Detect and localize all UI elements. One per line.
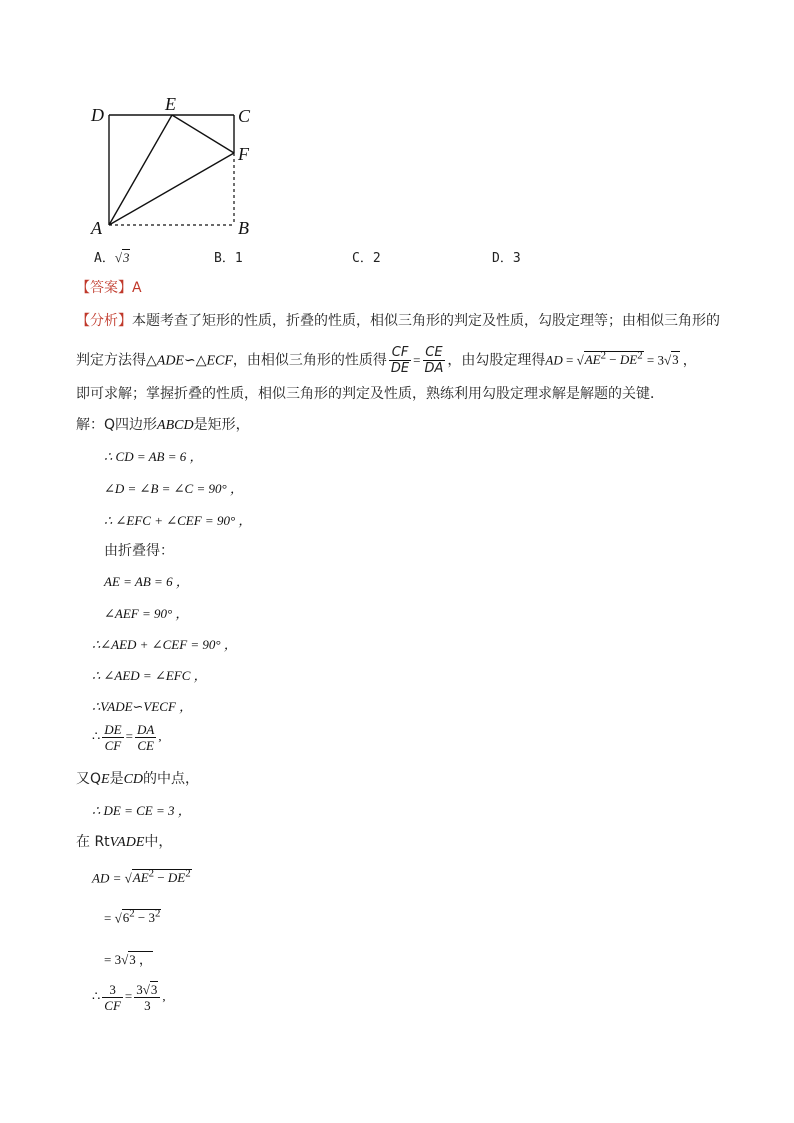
label-F: F: [238, 144, 249, 164]
ad-lhs: AD =: [92, 870, 122, 886]
step-similar: ∴VADE∽VECF ，: [92, 699, 193, 714]
analysis-text-2c: ，由相似三角形的性质得: [232, 352, 387, 369]
step-ad-formula: AD = $√AE^2 - DE^2$: [92, 868, 191, 886]
option-a-value: 3: [122, 250, 130, 265]
ratio-cf-de: $\frac{CF}{DE}$: [390, 344, 410, 376]
step-ae-ab: AE = AB = 6 ，: [104, 574, 189, 589]
option-d-value: 3: [512, 251, 521, 266]
similar-statement: △ADE∽△ECF: [146, 353, 233, 369]
option-c-value: 2: [372, 251, 381, 266]
analysis-line-2: 判定方法得△ADE∽△ECF，由相似三角形的性质得 $\frac{CF}{DE}$ = $\frac{CE}{DA}$ ，由勾股定理得AD = $√AE^2 - DE^2 = 3√3$ ，: [76, 344, 696, 376]
answer-label: 【答案】: [76, 280, 132, 296]
ad-eq-3-tail: 3 ，: [129, 952, 152, 967]
option-d: [492, 247, 521, 266]
step-fold-heading: 由折叠得：: [104, 543, 174, 559]
analysis-text-1: 本题考查了矩形的性质，折叠的性质，相似三角形的判定及性质，勾股定理等；由相似三角形的: [132, 313, 720, 329]
step-efc-cef: ∴ ∠EFC + ∠CEF = 90° ，: [104, 513, 252, 528]
analysis-text-2a: 判定方法得: [76, 352, 146, 369]
analysis-text-2d: ，由勾股定理得: [447, 352, 546, 369]
solution-intro-rect: ABCD: [157, 418, 194, 433]
option-a-letter: A．: [94, 251, 115, 266]
step-de-ce: ∴ DE = CE = 3 ，: [92, 803, 191, 818]
option-d-letter: D．: [492, 251, 513, 266]
analysis-text-3: 即可求解；掌握折叠的性质，相似三角形的判定及性质，熟练利用勾股定理求解是解题的关键．: [76, 386, 664, 402]
step-right-angles: ∠D = ∠B = ∠C = 90° ，: [104, 481, 243, 496]
solution-intro-text: 解：Q四边形: [76, 417, 158, 433]
answer-line: [76, 277, 142, 297]
step-ad-result: = 3√3 ，: [104, 952, 152, 967]
ratio-3-cf: $\frac{3}{CF}$: [104, 982, 121, 1013]
option-c-letter: C．: [352, 251, 373, 266]
step-ad-numbers: = $√6^2 - 3^2$: [104, 908, 161, 926]
segment-AF: [109, 153, 234, 225]
rt-text-a: 在 Rt: [76, 834, 110, 850]
step-aed-cef: ∴∠AED + ∠CEF = 90° ，: [92, 637, 237, 652]
midpoint-point: E: [101, 772, 110, 787]
ratio-3sqrt3-3: $\frac{3√3}{3}$: [134, 982, 160, 1013]
step-aef-90: ∠AEF = 90° ，: [104, 606, 189, 621]
option-c: [352, 247, 381, 266]
analysis-line-3: [76, 383, 664, 403]
ad-eq-3: = 3: [104, 952, 122, 967]
ratio-ce-da: $\frac{CE}{DA}$: [424, 344, 444, 376]
option-a: A．√3: [94, 250, 130, 266]
option-b-value: 1: [234, 251, 243, 266]
midpoint-text-c: 是: [109, 771, 124, 787]
answer-value: A: [132, 280, 142, 296]
label-A: A: [91, 218, 102, 238]
step-final-ratio: ∴ $\frac{3}{CF}$ = $\frac{3√3}{3}$ ,: [92, 982, 166, 1013]
label-B: B: [238, 218, 249, 238]
step-midpoint: [76, 768, 199, 788]
solution-intro-tail: 是矩形，: [193, 417, 250, 433]
label-D: D: [91, 105, 104, 125]
step-aed-efc: ∴ ∠AED = ∠EFC ，: [92, 668, 207, 683]
segment-AE: [109, 115, 172, 225]
solution-intro: [76, 414, 250, 434]
label-E: E: [165, 94, 176, 114]
analysis-label: 【分析】: [76, 313, 132, 329]
ratio-de-cf: $\frac{DE}{CF}$: [104, 722, 122, 753]
step-cd-ab: ∴ CD = AB = 6 ，: [104, 449, 203, 464]
rectangle-fold-diagram: [88, 92, 268, 242]
option-b-letter: B．: [214, 251, 235, 266]
ad-eq-2: =: [104, 910, 115, 926]
step-ratio: ∴ $\frac{DE}{CF}$ = $\frac{DA}{CE}$ ,: [92, 722, 162, 753]
midpoint-text-e: 的中点，: [143, 771, 200, 787]
label-C: C: [238, 106, 251, 126]
midpoint-segment: CD: [123, 772, 144, 787]
step-right-triangle: [76, 831, 172, 851]
midpoint-text-a: 又Q: [76, 771, 102, 787]
rt-triangle: VADE: [109, 835, 145, 850]
analysis-line-1: [76, 310, 720, 330]
option-b: [214, 247, 243, 266]
rt-text-c: 中，: [144, 834, 173, 850]
segment-EF: [172, 115, 234, 153]
ratio-da-ce: $\frac{DA}{CE}$: [136, 722, 155, 753]
pythagoras-formula: AD = $√AE^2 - DE^2 = 3√3$ ，: [545, 350, 696, 368]
